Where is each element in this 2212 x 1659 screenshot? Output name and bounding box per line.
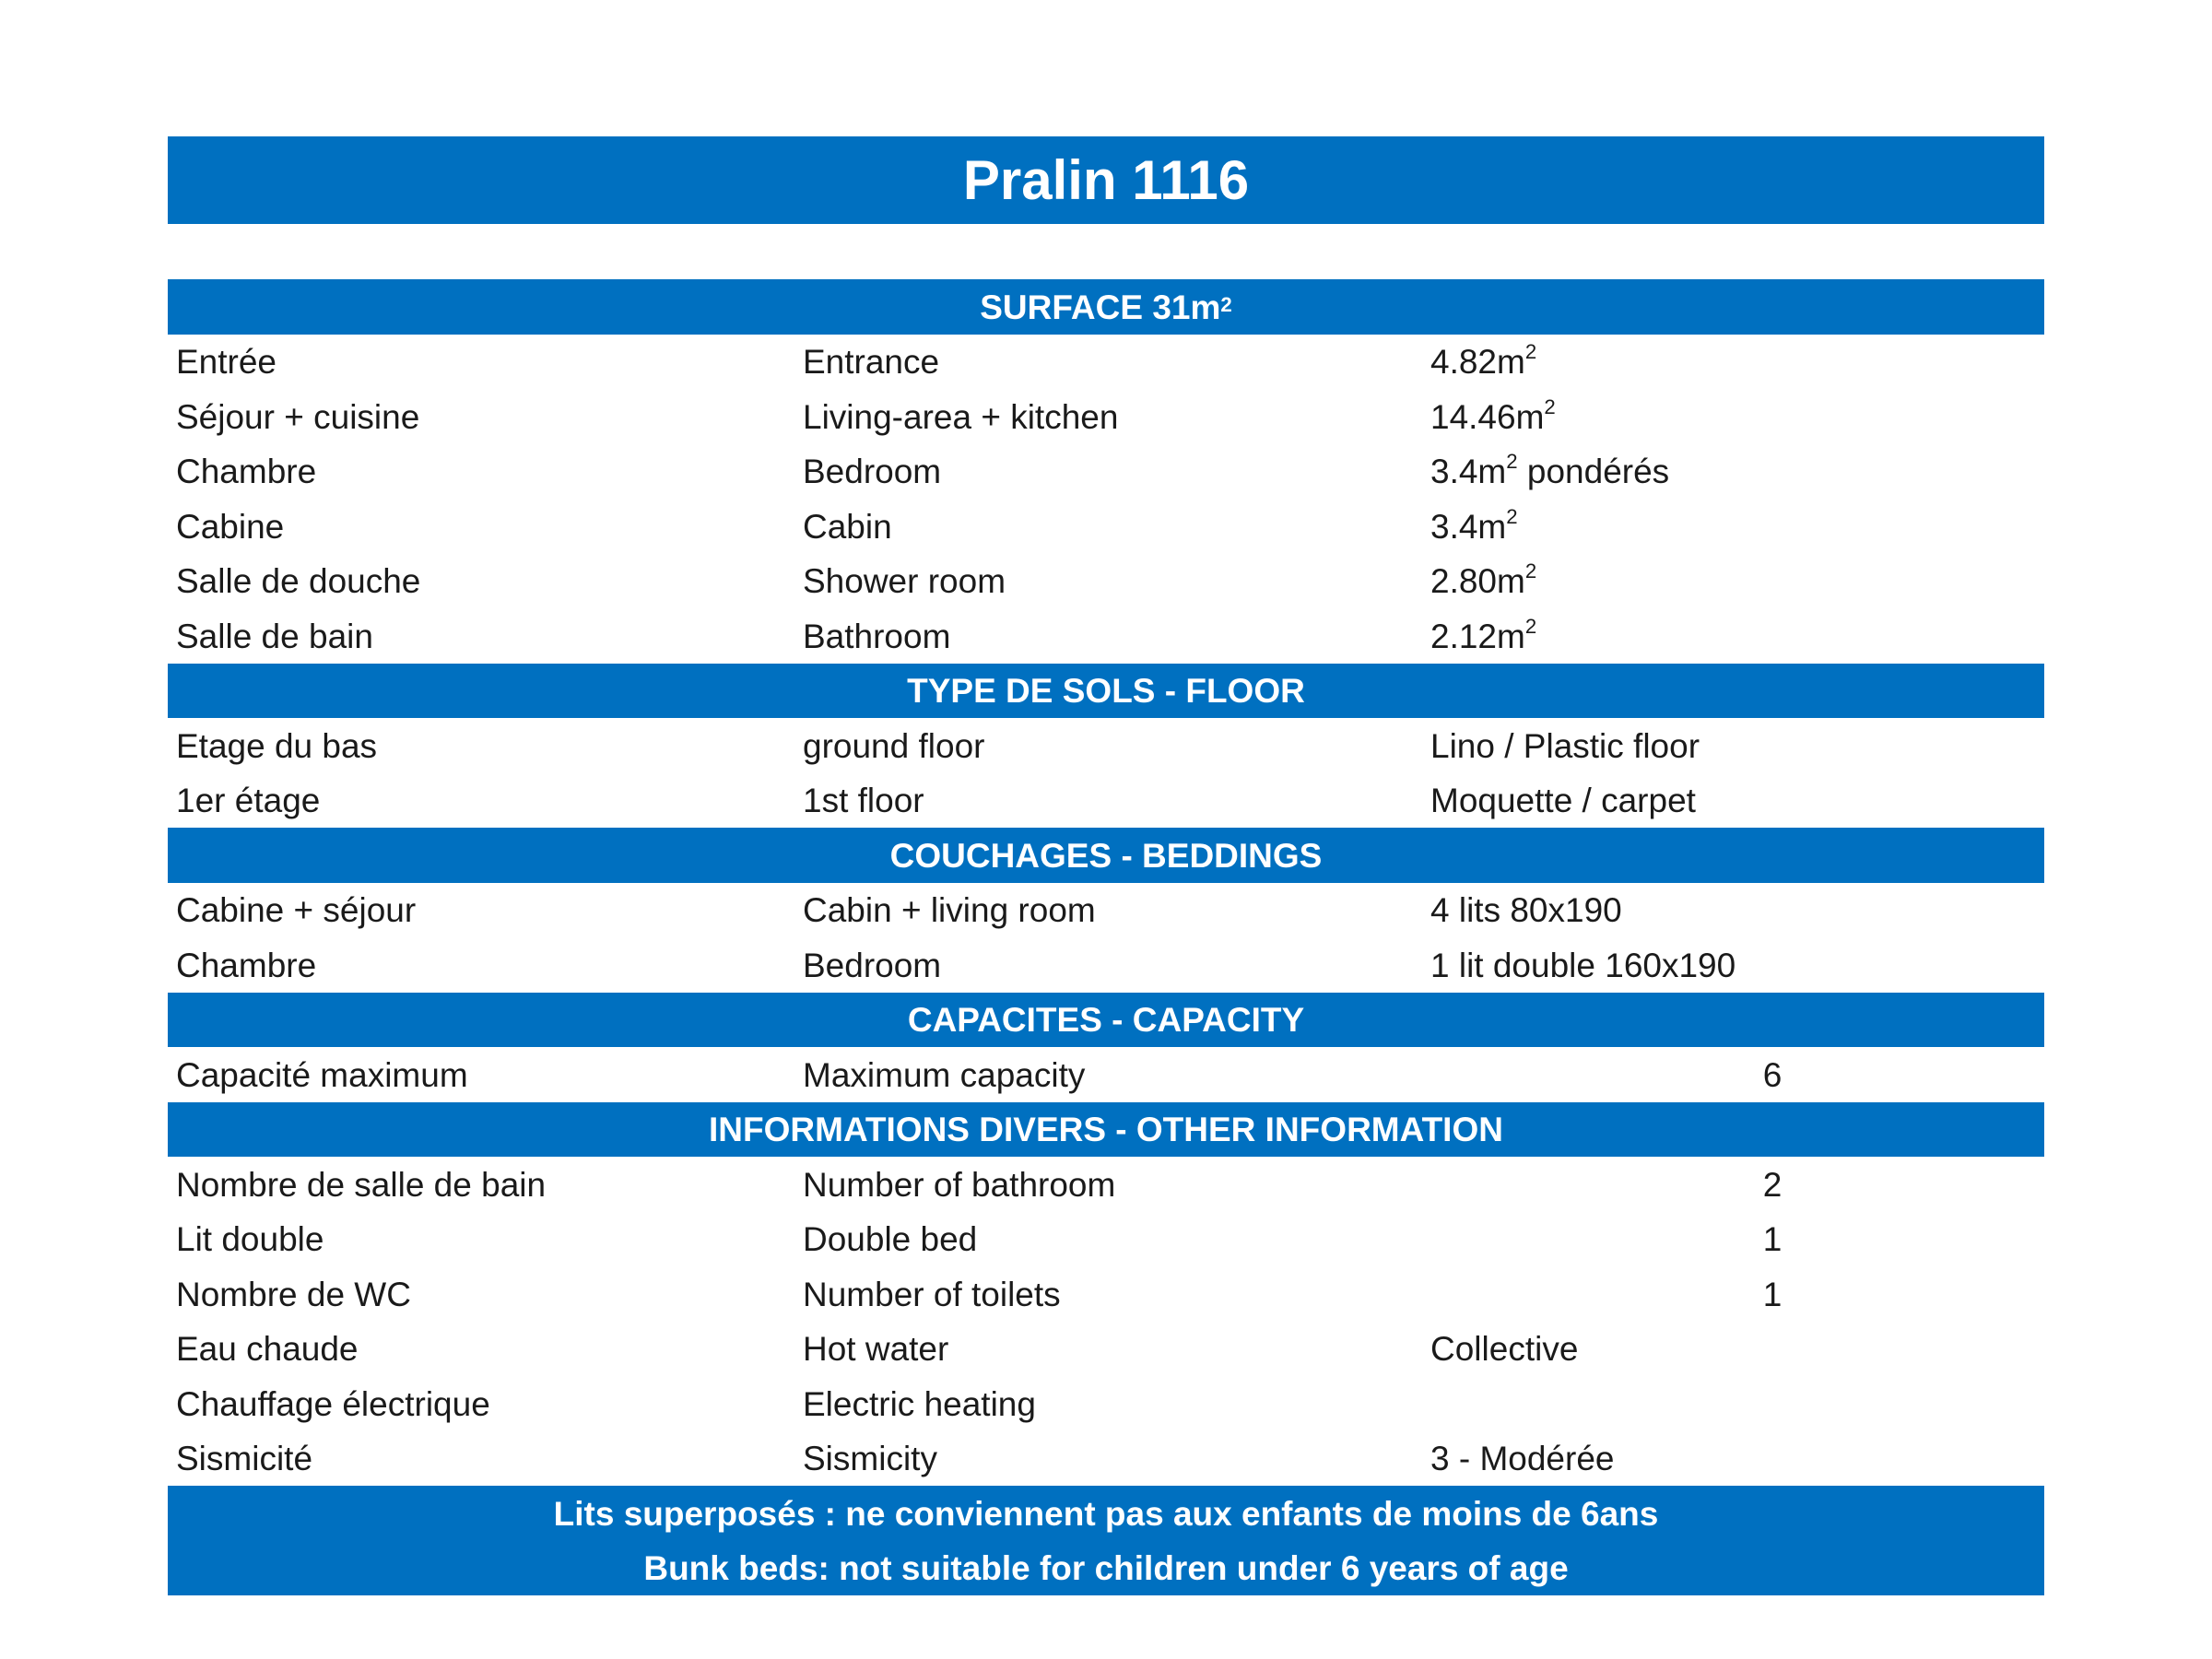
section-header-beddings <box>168 828 2044 883</box>
cell-fr: Etage du bas <box>176 726 378 765</box>
cell-en: Entrance <box>803 343 940 382</box>
cell-count: 6 <box>1762 1055 1783 1094</box>
section-header-floor-label: TYPE DE SOLS - FLOOR <box>907 672 1305 711</box>
cell-value-text: 2.12m <box>1430 617 1525 655</box>
cell-value-text: 4.82m <box>1430 343 1525 382</box>
cell-count: 1 <box>1762 1220 1783 1259</box>
cell-count: 2 <box>1762 1165 1783 1204</box>
cell-fr: Nombre de salle de bain <box>176 1165 547 1204</box>
cell-value-sup: 2 <box>1524 340 1537 364</box>
section-header-surface-label: SURFACE 31m <box>980 288 1221 326</box>
table-row <box>168 389 2044 444</box>
table-row <box>168 718 2044 773</box>
cell-value-text: 3.4m <box>1430 453 1507 491</box>
cell-value: 4 lits 80x190 <box>1430 891 1622 930</box>
table-row <box>168 1376 2044 1431</box>
table-row <box>168 499 2044 554</box>
specs-table <box>168 279 2044 1595</box>
cell-value-sup: 2 <box>1506 504 1518 528</box>
section-header-surface: SURFACE 31m $^2$ <box>168 279 2044 335</box>
cell-value <box>1427 450 1980 491</box>
notice-line-fr: Lits superposés : ne conviennent pas aux enfants de moins de 6ans <box>553 1494 1659 1533</box>
table-row <box>168 883 2044 938</box>
cell-value: Lino / Plastic floor <box>1430 726 1700 765</box>
cell-fr: Entrée <box>176 343 277 382</box>
cell-fr: Chambre <box>176 946 317 984</box>
section-header-beddings-label: COUCHAGES - BEDDINGS <box>889 836 1323 875</box>
cell-fr: Sismicité <box>176 1440 313 1478</box>
cell-value-sup: 2 <box>1524 614 1537 638</box>
cell-fr: 1er étage <box>176 782 321 820</box>
cell-en: Bedroom <box>803 453 942 491</box>
table-row <box>168 1266 2044 1322</box>
table-row <box>168 335 2044 390</box>
cell-fr: Cabine <box>176 507 285 546</box>
notice-line-en: Bunk beds: not suitable for children under 6 years of age <box>643 1549 1569 1588</box>
cell-fr: Chauffage électrique <box>176 1384 490 1423</box>
section-header-capacity-label: CAPACITES - CAPACITY <box>907 1001 1305 1040</box>
cell-value: Collective <box>1430 1330 1579 1369</box>
cell-fr: Eau chaude <box>176 1330 359 1369</box>
cell-en: Living-area + kitchen <box>803 397 1119 436</box>
cell-value <box>1427 614 1749 656</box>
table-row <box>168 1322 2044 1377</box>
section-header-other-label: INFORMATIONS DIVERS - OTHER INFORMATION <box>709 1111 1503 1149</box>
table-row <box>168 444 2044 500</box>
cell-en: Maximum capacity <box>803 1055 1086 1094</box>
cell-en: Double bed <box>803 1220 978 1259</box>
cell-value <box>1427 340 1749 382</box>
table-row <box>168 554 2044 609</box>
cell-en: Hot water <box>803 1330 949 1369</box>
bunk-bed-notice <box>168 1486 2044 1595</box>
cell-fr: Salle de douche <box>176 562 421 601</box>
cell-value-text: 2.80m <box>1430 562 1525 601</box>
table-row <box>168 1157 2044 1212</box>
cell-value-sup: 2 <box>1506 450 1518 474</box>
cell-fr: Nombre de WC <box>176 1275 411 1313</box>
table-row <box>168 773 2044 829</box>
cell-fr: Lit double <box>176 1220 324 1259</box>
cell-fr: Cabine + séjour <box>176 891 417 930</box>
cell-value-text: 14.46m <box>1430 397 1545 436</box>
cell-fr: Séjour + cuisine <box>176 397 420 436</box>
cell-value <box>1427 504 1749 547</box>
cell-en: Shower room <box>803 562 1006 601</box>
cell-value-sup: 2 <box>1544 394 1556 418</box>
table-row <box>168 937 2044 993</box>
section-header-other <box>168 1102 2044 1158</box>
cell-en: Bathroom <box>803 617 951 655</box>
table-row <box>168 1212 2044 1267</box>
cell-fr: Capacité maximum <box>176 1055 468 1094</box>
table-row <box>168 1431 2044 1487</box>
cell-en: Number of toilets <box>803 1275 1061 1313</box>
cell-en: Sismicity <box>803 1440 937 1478</box>
table-row <box>168 1047 2044 1102</box>
cell-value-suffix: pondérés <box>1517 453 1670 491</box>
cell-en: 1st floor <box>803 782 924 820</box>
page-title: Pralin 1116 <box>962 149 1250 211</box>
cell-value: Moquette / carpet <box>1430 782 1696 820</box>
section-header-capacity <box>168 993 2044 1048</box>
cell-en: Cabin <box>803 507 892 546</box>
cell-fr: Chambre <box>176 453 317 491</box>
cell-value <box>1427 559 1749 601</box>
cell-en: Electric heating <box>803 1384 1036 1423</box>
cell-count: 1 <box>1762 1275 1783 1313</box>
page-title-bar <box>168 136 2044 224</box>
cell-en: ground floor <box>803 726 985 765</box>
cell-value: 1 lit double 160x190 <box>1430 946 1736 984</box>
cell-value <box>1427 394 1749 437</box>
cell-en: Cabin + living room <box>803 891 1096 930</box>
section-header-floor <box>168 664 2044 719</box>
cell-fr: Salle de bain <box>176 617 373 655</box>
cell-en: Number of bathroom <box>803 1165 1116 1204</box>
cell-value-text: 3.4m <box>1430 507 1507 546</box>
cell-en: Bedroom <box>803 946 942 984</box>
cell-value-sup: 2 <box>1524 559 1537 583</box>
table-row <box>168 608 2044 664</box>
cell-value: 3 - Modérée <box>1430 1440 1615 1478</box>
